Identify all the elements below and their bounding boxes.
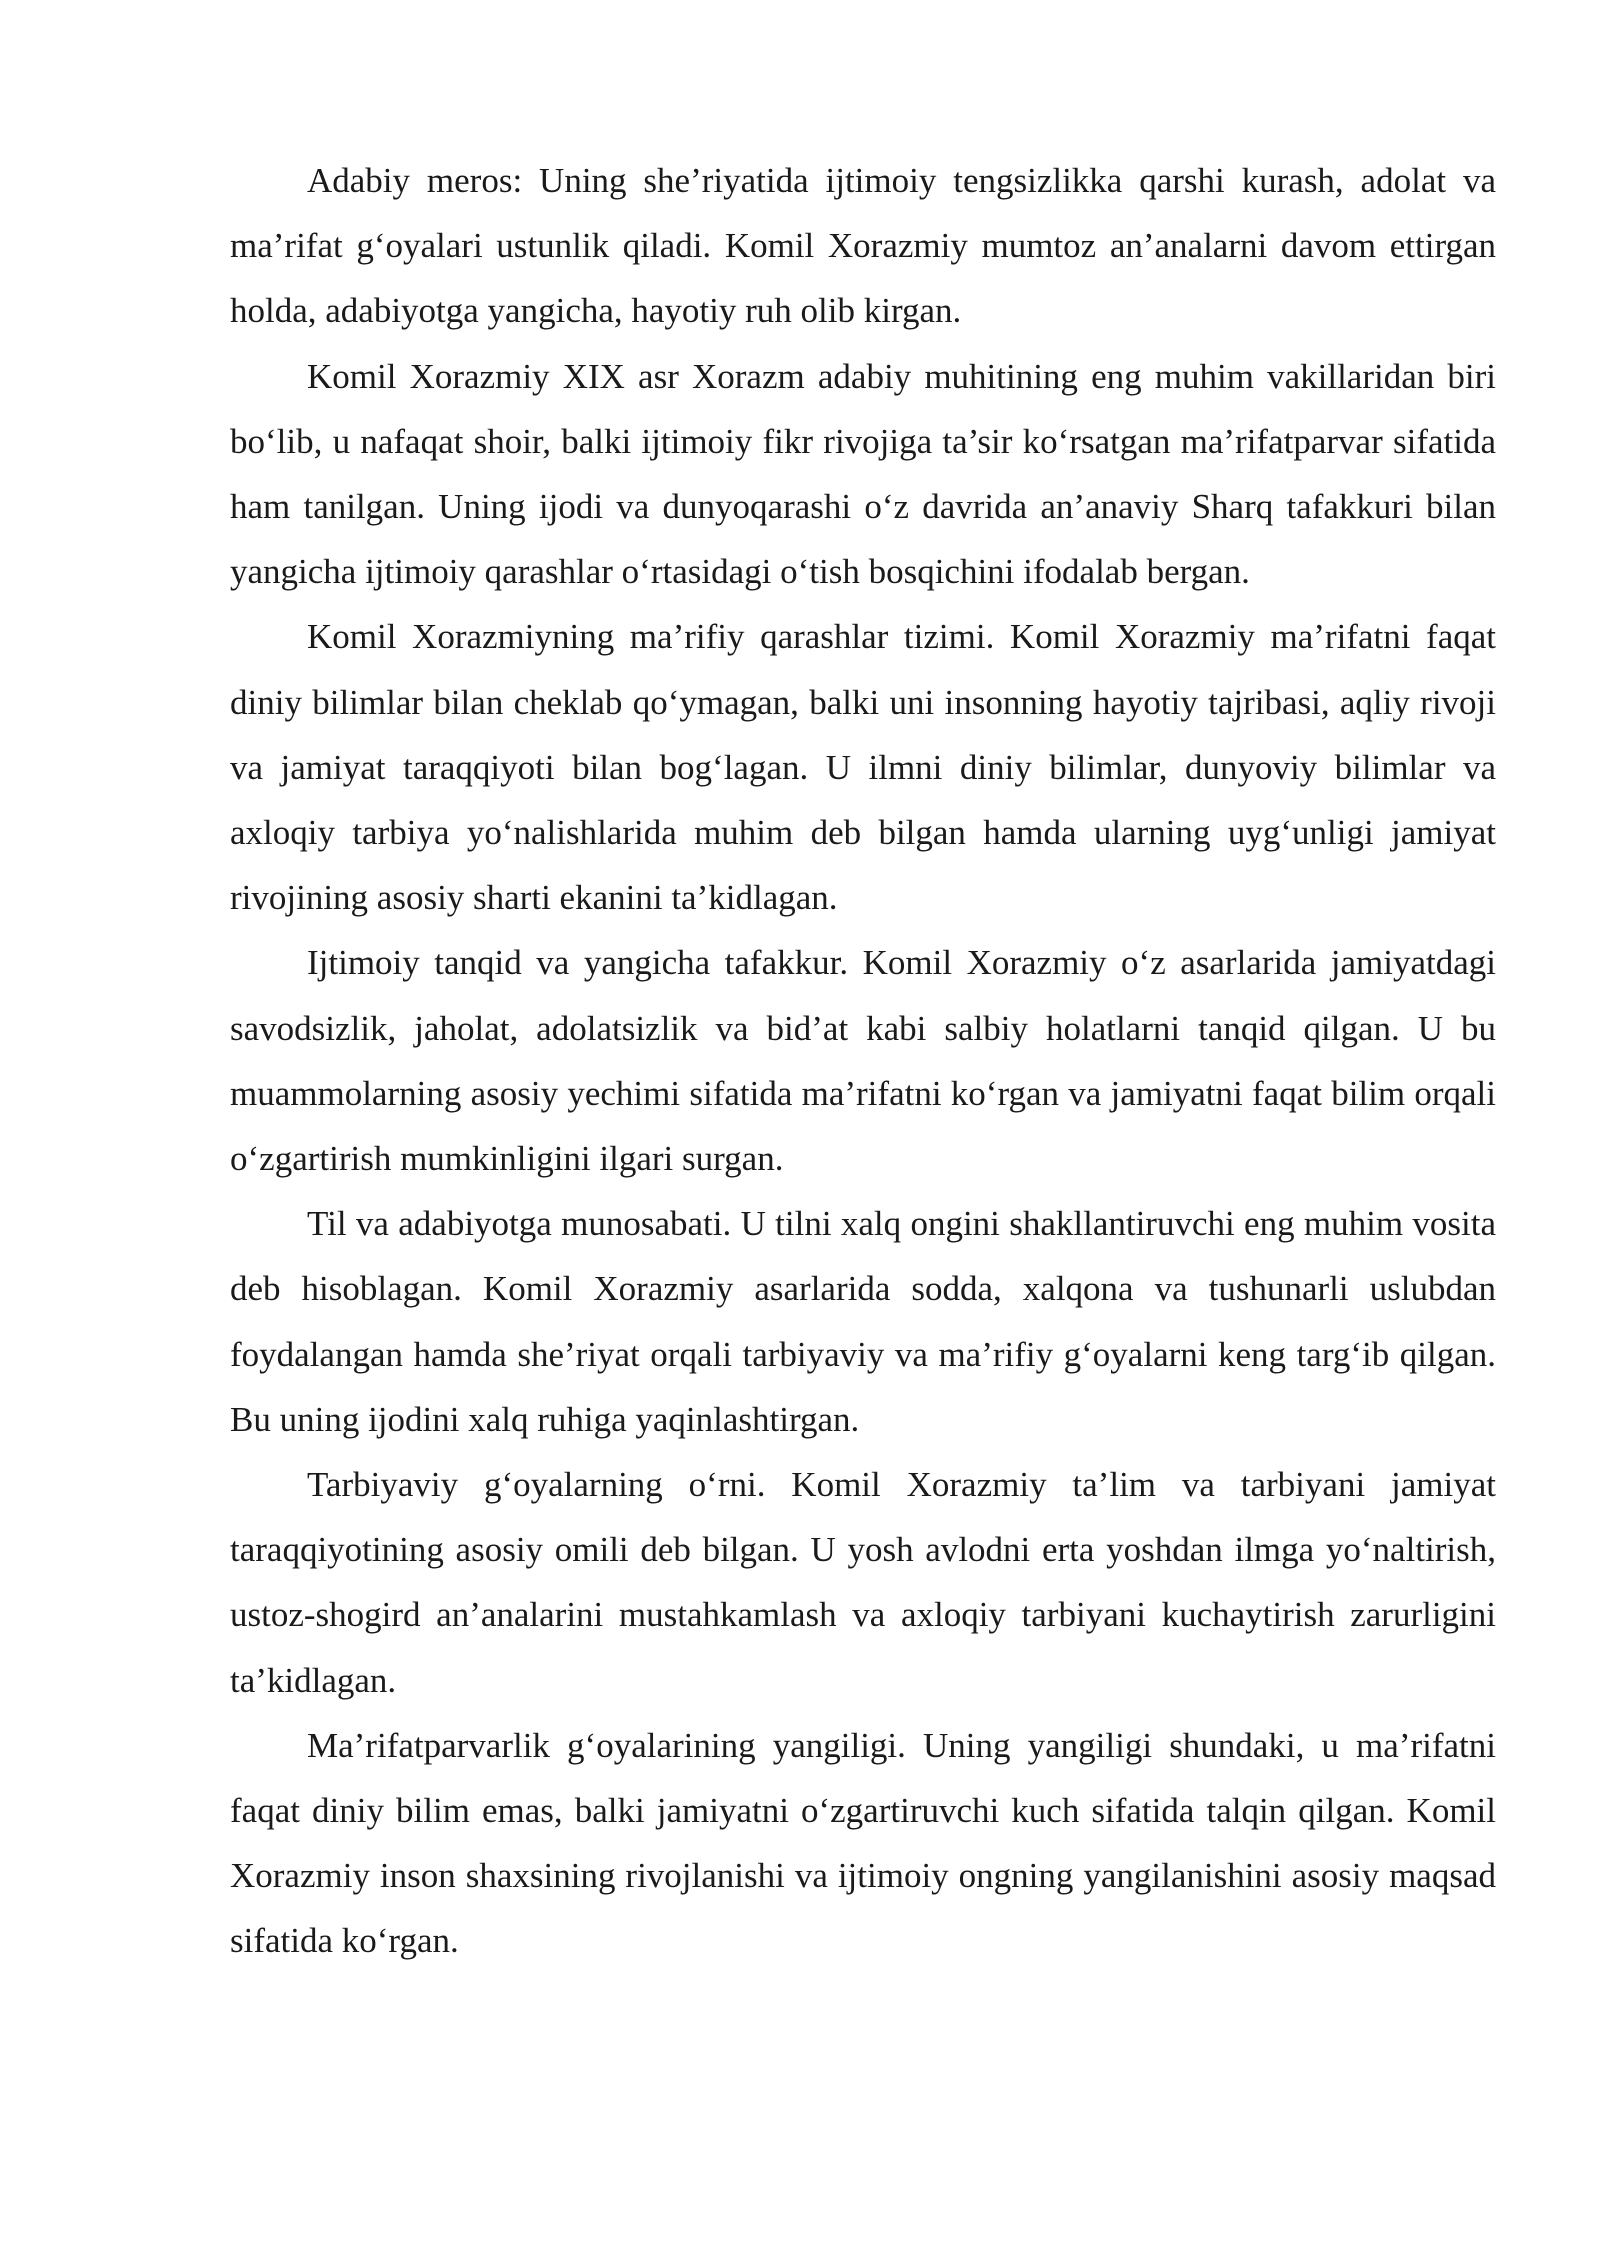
paragraph-language-literature: Til va adabiyotga munosabati. U tilni xalq ongini shakllantiruvchi eng muhim vosita deb hisoblagan. Komil Xorazmiy asarlarida sodda, xalqona va tushunarli uslubdan foydalangan hamda she’riyat orqali tarbiyaviy va ma’rifiy g‘oyalarni keng targ‘ib qilgan. Bu uning ijodini xalq ruhiga yaqinlashtirgan. bbox=[230, 1204, 1496, 1439]
paragraph-introduction: Komil Xorazmiy XIX asr Xorazm adabiy muhitining eng muhim vakillaridan biri bo‘lib, u nafaqat shoir, balki ijtimoiy fikr rivojiga ta’sir ko‘rsatgan ma’rifatparvar sifatida ham tanilgan. Uning ijodi va dunyoqarashi o‘z davrida an’anaviy Sharq tafakkuri bilan yangicha ijtimoiy qarashlar o‘rtasidagi o‘tish bosqichini ifodalab bergan. bbox=[230, 356, 1496, 592]
paragraph-novelty: Ma’rifatparvarlik g‘oyalarining yangiligi. Uning yangiligi shundaki, u ma’rifatni faqat diniy bilim emas, balki jamiyatni o‘zgartiruvchi kuch sifatida talqin qilgan. Komil Xorazmiy inson shaxsining rivojlanishi va ijtimoiy ongning yangilanishini asosiy maqsad sifatida ko‘rgan. bbox=[230, 1725, 1496, 1961]
paragraph-social-critique: Ijtimoiy tanqid va yangicha tafakkur. Komil Xorazmiy o‘z asarlarida jamiyatdagi savodsizlik, jaholat, adolatsizlik va bid’at kabi salbiy holatlarni tanqid qilgan. U bu muammolarning asosiy yechimi sifatida ma’rifatni ko‘rgan va jamiyatni faqat bilim orqali o‘zgartirish mumkinligini ilgari surgan. bbox=[230, 943, 1496, 1179]
paragraph-educational-ideas: Tarbiyaviy g‘oyalarning o‘rni. Komil Xorazmiy ta’lim va tarbiyani jamiyat taraqqiyotining asosiy omili deb bilgan. U yosh avlodni erta yoshdan ilmga yo‘naltirish, ustoz-shogird an’analarini mustahkamlash va axloqiy tarbiyani kuchaytirish zarurligini ta’kidlagan. bbox=[230, 1465, 1496, 1700]
paragraph-literary-heritage: Adabiy meros: Uning she’riyatida ijtimoiy tengsizlikka qarshi kurash, adolat va ma’rifat g‘oyalari ustunlik qiladi. Komil Xorazmiy mumtoz an’analarni davom ettirgan holda, adabiyotga yangicha, hayotiy ruh olib kirgan. bbox=[230, 161, 1496, 331]
paragraph-enlightenment-views: Komil Xorazmiyning ma’rifiy qarashlar tizimi. Komil Xorazmiy ma’rifatni faqat diniy bilimlar bilan cheklab qo‘ymagan, balki uni insonning hayotiy tajribasi, aqliy rivoji va jamiyat taraqqiyoti bilan bog‘lagan. U ilmni diniy bilimlar, dunyoviy bilimlar va axloqiy tarbiya yo‘nalishlarida muhim deb bilgan hamda ularning uyg‘unligi jamiyat rivojining asosiy sharti ekanini ta’kidlagan. bbox=[230, 617, 1496, 918]
document-body bbox=[230, 148, 1496, 1974]
